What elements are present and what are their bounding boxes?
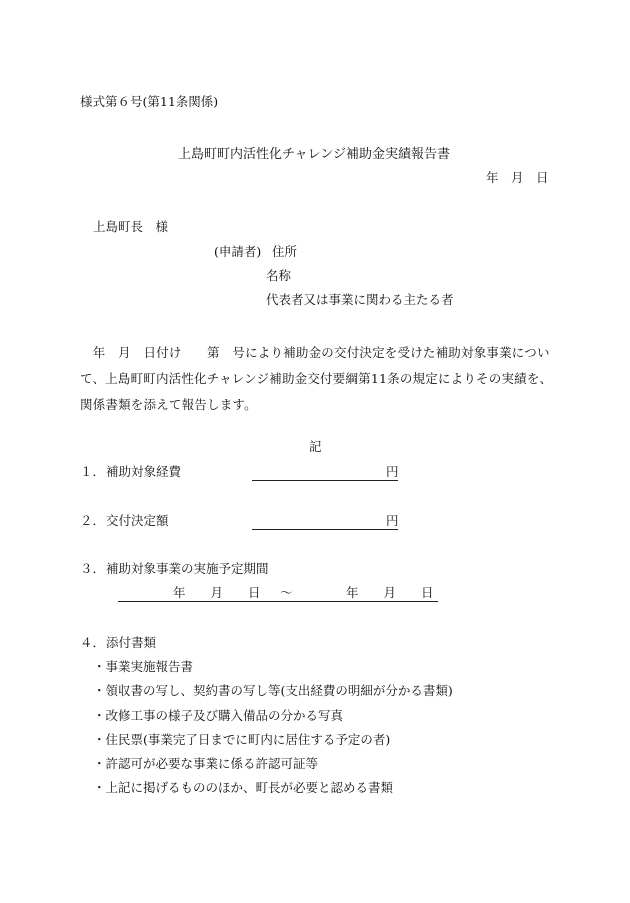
item-4-label: 添付書類 bbox=[106, 635, 157, 650]
item-2-amount-line bbox=[252, 529, 398, 530]
date-label: 年 月 日 bbox=[486, 170, 549, 185]
applicant-prefix: (申請者) bbox=[214, 244, 262, 259]
item-2-label: 交付決定額 bbox=[106, 513, 169, 528]
list-item: ・領収書の写し、契約書の写し等(支出経費の明細が分かる書類) bbox=[93, 683, 453, 698]
item-1-number: １． bbox=[80, 464, 106, 479]
list-item: ・住民票(事業完了日までに町内に居住する予定の者) bbox=[93, 732, 391, 747]
period-tilde: ～ bbox=[280, 585, 293, 600]
applicant-representative-label: 代表者又は事業に関わる主たる者 bbox=[266, 292, 454, 307]
list-item: ・改修工事の様子及び購入備品の分かる写真 bbox=[93, 708, 344, 723]
list-item: ・事業実施報告書 bbox=[93, 659, 194, 674]
list-item: ・許認可が必要な事業に係る許認可証等 bbox=[93, 756, 319, 771]
body-paragraph: 年 月 日付け 第 号により補助金の交付決定を受けた補助対象事業について、上島町町内活性化チャレンジ補助金交付要綱第11条の規定によりその実績を、関係書類を添えて報告します。 bbox=[80, 345, 553, 412]
item-1-unit: 円 bbox=[386, 464, 399, 479]
item-4-number: ４． bbox=[80, 635, 106, 650]
addressee: 上島町長 様 bbox=[93, 219, 169, 234]
item-3-number: ３． bbox=[80, 561, 106, 576]
item-3-label: 補助対象事業の実施予定期間 bbox=[106, 561, 269, 576]
document-title: 上島町町内活性化チャレンジ補助金実績報告書 bbox=[178, 147, 450, 162]
item-2-number: ２． bbox=[80, 513, 106, 528]
item-1-label: 補助対象経費 bbox=[106, 464, 182, 479]
ki-heading: 記 bbox=[309, 439, 322, 454]
period-start: 年 月 日 bbox=[173, 585, 261, 600]
period-underline bbox=[118, 601, 438, 602]
form-number: 様式第６号(第11条関係) bbox=[80, 94, 219, 109]
list-item: ・上記に掲げるもののほか、町長が必要と認める書類 bbox=[93, 780, 394, 795]
period-end: 年 月 日 bbox=[346, 585, 434, 600]
applicant-name-label: 名称 bbox=[266, 268, 292, 283]
applicant-address-label: 住所 bbox=[272, 244, 298, 259]
item-2-unit: 円 bbox=[386, 513, 399, 528]
item-1-amount-line bbox=[252, 480, 398, 481]
